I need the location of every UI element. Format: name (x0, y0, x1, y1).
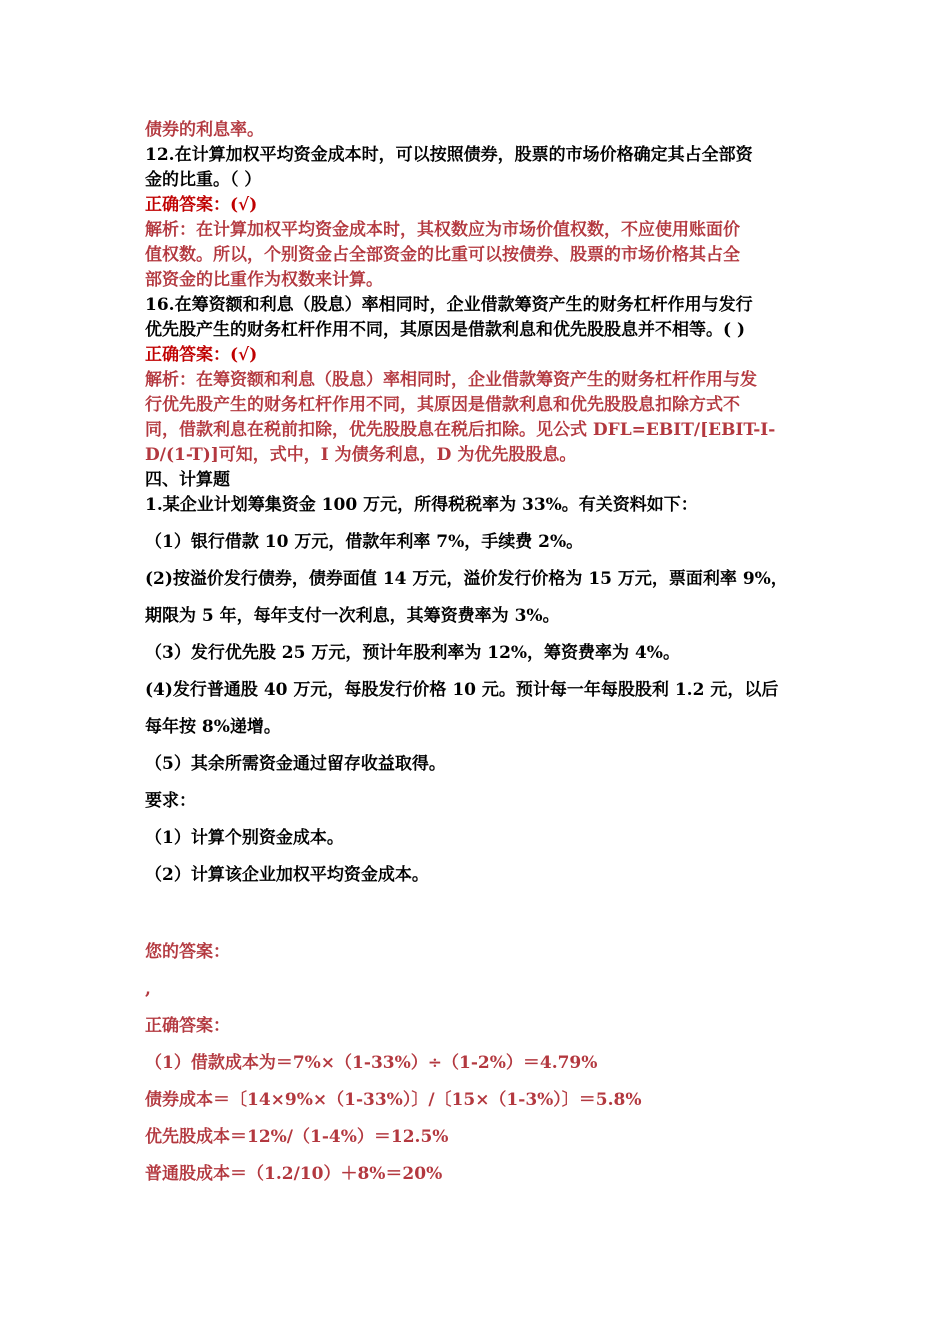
text-line: 值权数。所以，个别资金占全部资金的比重可以按债券、股票的市场价格其占全 (145, 245, 740, 265)
text-line: 期限为 5 年，每年支付一次利息，其筹资费率为 3%。 (145, 606, 560, 626)
text-line: 每年按 8%递增。 (145, 717, 281, 737)
text-line: 行优先股产生的财务杠杆作用不同，其原因是借款利息和优先股股息扣除方式不 (145, 395, 740, 415)
text-line: （1）银行借款 10 万元，借款年利率 7%，手续费 2%。 (145, 532, 584, 552)
text-line: 部资金的比重作为权数来计算。 (145, 270, 383, 290)
text-line: 要求： (145, 791, 196, 811)
text-line: , (145, 979, 151, 999)
text-line: 解析：在筹资额和利息（股息）率相同时，企业借款筹资产生的财务杠杆作用与发 (145, 370, 757, 390)
text-line: 普通股成本＝（1.2/10）＋8%＝20% (145, 1164, 443, 1184)
text-line: 您的答案： (145, 942, 230, 962)
text-line: 同，借款利息在税前扣除，优先股股息在税后扣除。见公式 DFL=EBIT/[EBIT-I- (145, 420, 776, 440)
text-line: (4)发行普通股 40 万元，每股发行价格 10 元。预计每一年每股股利 1.2 元，以后 (145, 680, 779, 700)
text-line: 四、计算题 (145, 470, 230, 490)
text-line: (2)按溢价发行债券，债券面值 14 万元，溢价发行价格为 15 万元，票面利率 9%， (145, 569, 788, 589)
question-block (145, 118, 810, 518)
text-line: （3）发行优先股 25 万元，预计年股利率为 12%，筹资费率为 4%。 (145, 643, 680, 663)
answer-block (145, 934, 810, 1193)
text-line: 金的比重。（ ） (145, 170, 262, 190)
text-line: 正确答案：(√) (145, 345, 258, 365)
text-line: （5）其余所需资金通过留存收益取得。 (145, 754, 446, 774)
text-line: 债券的利息率。 (145, 120, 264, 140)
text-line: （1）借款成本为＝7%×（1-33%）÷（1-2%）＝4.79% (145, 1053, 598, 1073)
text-line: D/(1-T)]可知，式中，I 为债务利息，D 为优先股股息。 (145, 445, 577, 465)
text-line: 1.某企业计划筹集资金 100 万元，所得税税率为 33%。有关资料如下： (145, 495, 698, 515)
text-line: 优先股产生的财务杠杆作用不同，其原因是借款利息和优先股股息并不相等。( ) (145, 320, 746, 340)
text-line: （2）计算该企业加权平均资金成本。 (145, 865, 429, 885)
text-line: 解析：在计算加权平均资金成本时，其权数应为市场价值权数，不应使用账面价 (145, 220, 740, 240)
text-line: （1）计算个别资金成本。 (145, 828, 344, 848)
document-page (145, 118, 810, 1193)
text-line: 债券成本＝〔14×9%×（1-33%）〕/〔15×（1-3%）〕＝5.8% (145, 1090, 642, 1110)
text-line: 16.在筹资额和利息（股息）率相同时，企业借款筹资产生的财务杠杆作用与发行 (145, 295, 753, 315)
text-line: 优先股成本＝12%/（1-4%）＝12.5% (145, 1127, 449, 1147)
text-line: 正确答案： (145, 1016, 230, 1036)
text-line: 正确答案：(√) (145, 195, 258, 215)
text-line: 12.在计算加权平均资金成本时，可以按照债券，股票的市场价格确定其占全部资 (145, 145, 753, 165)
requirements-block (145, 524, 810, 894)
